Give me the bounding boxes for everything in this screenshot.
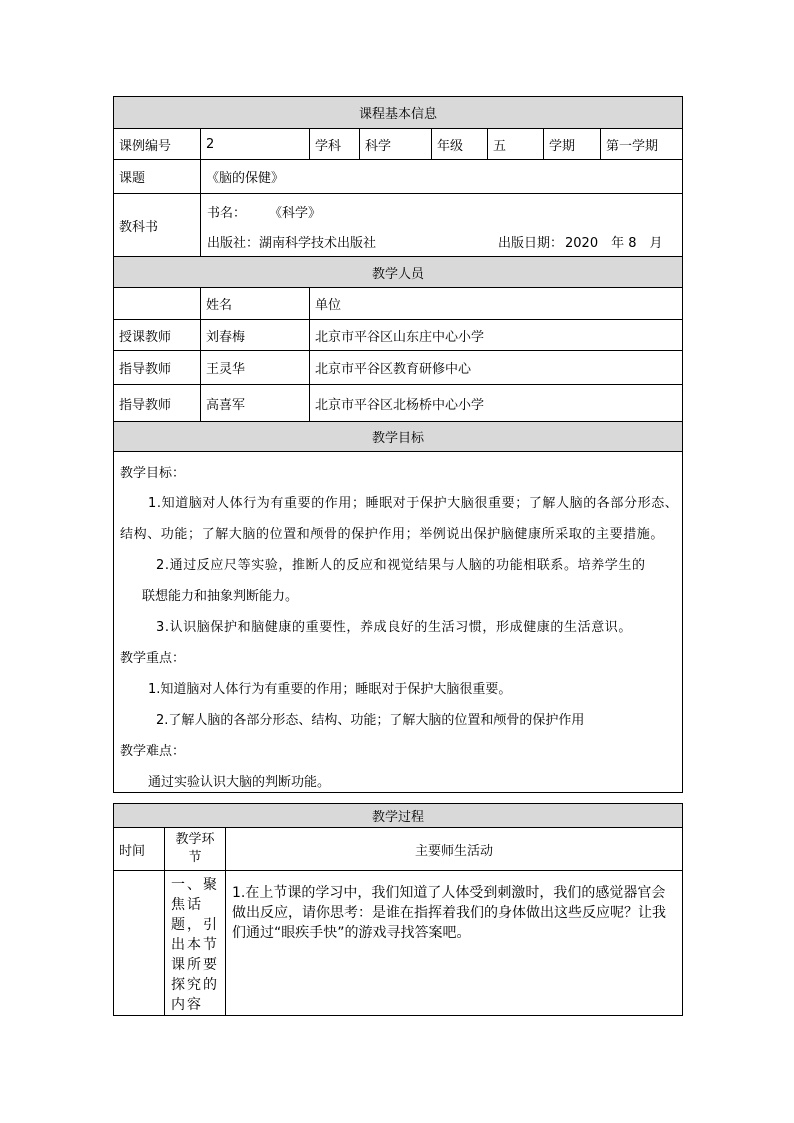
staff-role-col: [114, 288, 201, 320]
objectives-line: 教学重点：: [120, 651, 186, 666]
staff-unit: 北京市平谷区山东庄中心小学: [310, 320, 683, 351]
staff-unit: 北京市平谷区教育研修中心: [310, 351, 683, 385]
staff-name: 刘春梅: [201, 320, 310, 351]
term-label: 学期: [544, 129, 601, 160]
activity-col: 主要师生活动: [226, 828, 683, 871]
grade-value: 五: [488, 129, 544, 160]
process-table: [113, 803, 683, 1016]
subject-label: 学科: [310, 129, 360, 160]
staff-role: 指导教师: [114, 351, 201, 385]
staff-name: 王灵华: [201, 351, 310, 385]
book-name-value: 《科学》: [269, 206, 322, 221]
objectives-line: 3.认识脑保护和脑健康的重要性，养成良好的生活习惯，形成健康的生活意识。: [156, 620, 633, 635]
term-value: 第一学期: [601, 129, 683, 160]
staff-role: 指导教师: [114, 385, 201, 422]
grade-label: 年级: [432, 129, 488, 160]
process-activity: 1.在上节课的学习中，我们知道了人体受到刺激时，我们的感觉器官会做出反应，请你思考：是谁在指挥着我们的身体做出这些反应呢？让我们通过“眼疾手快”的游戏寻找答案吧。: [226, 871, 683, 1016]
lesson-no-value: 2: [201, 129, 310, 160]
objectives-body: [114, 452, 683, 793]
time-col: 时间: [114, 828, 165, 871]
staff-unit-col: 单位: [310, 288, 683, 320]
textbook-details: [201, 194, 683, 257]
topic-value: 《脑的保健》: [201, 160, 683, 194]
objectives-line: 1.知道脑对人体行为有重要的作用；睡眠对于保护大脑很重要；了解人脑的各部分形态、: [148, 496, 679, 511]
objectives-line: 联想能力和抽象判断能力。: [142, 589, 299, 604]
pub-date-label: 出版日期：: [498, 236, 564, 251]
lesson-info-table: [113, 96, 683, 793]
staff-name-col: 姓名: [201, 288, 310, 320]
objectives-line: 2.了解人脑的各部分形态、结构、功能；了解大脑的位置和颅骨的保护作用: [156, 713, 585, 728]
staff-header: 教学人员: [114, 257, 683, 288]
lesson-no-label: 课例编号: [114, 129, 201, 160]
staff-name: 高喜军: [201, 385, 310, 422]
textbook-label: 教科书: [114, 194, 201, 257]
objectives-line: 教学目标：: [120, 466, 186, 481]
staff-role: 授课教师: [114, 320, 201, 351]
stage-col: 教学环节: [165, 828, 226, 871]
basic-info-header: 课程基本信息: [114, 97, 683, 129]
book-name-label: 书名：: [207, 206, 247, 221]
process-stage: 一、聚焦话题，引出本节课所要探究的内容: [165, 871, 226, 1016]
subject-value: 科学: [360, 129, 432, 160]
publisher-label: 出版社：: [207, 236, 260, 251]
process-header: 教学过程: [114, 804, 683, 828]
objectives-header: 教学目标: [114, 422, 683, 452]
objectives-line: 2.通过反应尺等实验，推断人的反应和视觉结果与人脑的功能相联系。培养学生的: [156, 558, 646, 573]
objectives-line: 1.知道脑对人体行为有重要的作用；睡眠对于保护大脑很重要。: [148, 682, 512, 697]
process-time: [114, 871, 165, 1016]
objectives-line: 教学难点：: [120, 744, 186, 759]
topic-label: 课题: [114, 160, 201, 194]
publisher-value: 湖南科学技术出版社: [259, 236, 377, 251]
objectives-line: 通过实验认识大脑的判断功能。: [148, 775, 331, 790]
pub-date-value: 2020 年 8 月: [565, 236, 663, 251]
objectives-line: 结构、功能；了解大脑的位置和颅骨的保护作用；举例说出保护脑健康所采取的主要措施。: [120, 527, 665, 542]
staff-unit: 北京市平谷区北杨桥中心小学: [310, 385, 683, 422]
